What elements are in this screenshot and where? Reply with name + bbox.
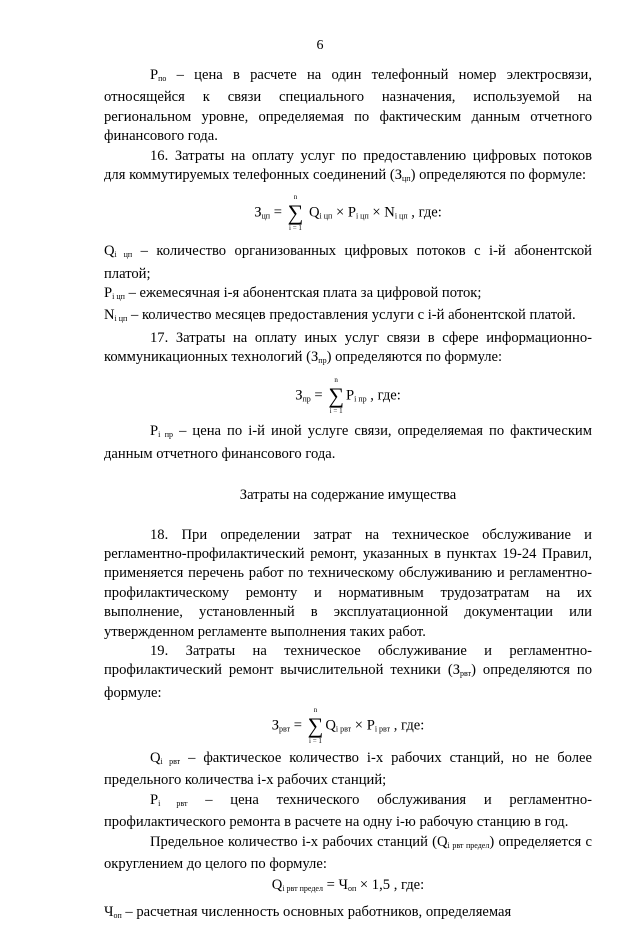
definition-p-po bbox=[104, 66, 592, 147]
subscript: i пр bbox=[158, 430, 174, 440]
subscript: пр bbox=[302, 393, 311, 403]
symbol: З bbox=[394, 167, 402, 184]
page-number: 6 bbox=[316, 38, 324, 53]
definition-text: – количество месяцев предоставления услуги с i-й абонентской платой. bbox=[127, 307, 576, 324]
definition-text: – расчетная численность основных работников, определяемая bbox=[121, 903, 512, 920]
equals: = bbox=[290, 717, 306, 734]
symbol: P bbox=[150, 67, 159, 83]
symbol: З bbox=[452, 662, 460, 679]
definition-p-cp bbox=[104, 284, 592, 306]
equals: = bbox=[322, 877, 339, 894]
subscript: пр bbox=[318, 356, 327, 366]
definition-text: – фактическое количество i-х рабочих станций, но не более предельного количества i-х рабочих станций; bbox=[104, 750, 593, 789]
limit-paragraph bbox=[104, 833, 592, 875]
formula-16 bbox=[104, 193, 592, 233]
sum-upper: n bbox=[293, 193, 298, 202]
subscript: i пр bbox=[354, 393, 367, 403]
item-text: 17. Затраты на оплату иных услуг связи в сфере информационно-коммуникационных технологий ( bbox=[104, 329, 592, 366]
subscript: i цп bbox=[114, 314, 128, 324]
subscript: рвт bbox=[279, 724, 291, 734]
times: × bbox=[368, 204, 385, 221]
item-text: ) определяется с округлением до целого по формуле: bbox=[104, 833, 592, 873]
subscript: i рвт предел bbox=[282, 884, 323, 894]
subscript: i цп bbox=[114, 250, 133, 260]
item-text: 19. Затраты на техническое обслуживание и регламентно-профилактический ремонт вычислительной техники ( bbox=[104, 643, 592, 679]
item-18: 18. При определении затрат на техническое обслуживание и регламентно-профилактический ремонт, указанных в пунктах 19-24 Правил, применяется перечень работ по техническому обслуживанию и регламентно-профилактическому ремонту и нормативным трудозатратам на их выполнение, установленный в эксплуатационной документации или утвержденном регламенте выполнения таких работ. bbox=[104, 526, 592, 640]
symbol: N bbox=[104, 307, 115, 324]
formula-tail: , где: bbox=[390, 717, 425, 734]
item-17 bbox=[104, 329, 592, 371]
subscript: i рвт bbox=[335, 724, 352, 734]
definition-p-pr bbox=[104, 422, 592, 464]
symbol: Q bbox=[436, 833, 448, 850]
subscript: i рвт bbox=[374, 724, 391, 734]
sum-lower: i = 1 bbox=[289, 224, 302, 233]
subscript: рвт bbox=[460, 669, 472, 679]
times: × bbox=[351, 717, 367, 734]
subscript: i рвт предел bbox=[447, 840, 490, 850]
symbol: Q bbox=[104, 243, 115, 260]
symbol: P bbox=[104, 285, 113, 301]
sum-upper: n bbox=[334, 375, 338, 384]
definition-text: – цена в расчете на один телефонный номер электросвязи, относящейся к связи специального назначения, используемой на региональном уровне, определяемая по фактическим данным отчетного финансового года. bbox=[104, 67, 592, 145]
equals: = bbox=[270, 204, 286, 221]
definition-n-cp bbox=[104, 306, 592, 328]
definition-text: – ежемесячная i-я абонентская плата за цифровой поток; bbox=[124, 285, 482, 301]
subscript: i цп bbox=[394, 211, 408, 221]
item-16 bbox=[104, 147, 592, 189]
formula-tail: , где: bbox=[390, 877, 425, 894]
subscript: цп bbox=[402, 174, 411, 184]
symbol: P bbox=[150, 423, 159, 440]
sum-sign: ∑ n i = 1 bbox=[307, 706, 324, 746]
symbol: Ч bbox=[104, 903, 114, 920]
symbol: P bbox=[150, 791, 159, 808]
subscript: i цп bbox=[112, 292, 125, 301]
subscript: по bbox=[158, 74, 167, 83]
subscript: i рвт bbox=[160, 757, 181, 766]
sum-sign: ∑ n i = 1 bbox=[328, 375, 344, 415]
section-heading: Затраты на содержание имущества bbox=[239, 487, 457, 504]
definition-text: – цена по i-й иной услуге связи, определяемая по фактическим данным отчетного финансового года. bbox=[104, 423, 592, 462]
formula-17 bbox=[104, 375, 592, 415]
subscript: i цп bbox=[319, 211, 333, 221]
item-text: ) определяются по формуле: bbox=[410, 167, 587, 184]
formula-tail: , где: bbox=[407, 204, 442, 221]
term-p: P bbox=[347, 204, 356, 221]
symbol: З bbox=[310, 349, 319, 366]
definition-ch-op bbox=[104, 903, 592, 925]
item-text: ) определяются по формуле: bbox=[104, 662, 593, 701]
sum-sign: ∑ n i = 1 bbox=[287, 193, 304, 233]
formula-19 bbox=[104, 706, 592, 746]
equals: = bbox=[310, 386, 327, 403]
term-p: P bbox=[366, 717, 375, 734]
definition-text: – количество организованных цифровых потоков с i-й абонентской платой; bbox=[104, 243, 592, 282]
sum-upper: n bbox=[313, 706, 318, 715]
subscript: оп bbox=[347, 884, 357, 894]
formula-limit bbox=[104, 876, 592, 898]
subscript: оп bbox=[113, 910, 122, 920]
formula-lhs: З bbox=[271, 717, 280, 734]
formula-lhs: З bbox=[254, 204, 262, 221]
subscript: i цп bbox=[355, 211, 369, 221]
term-n: N bbox=[384, 204, 395, 221]
sum-lower: i = 1 bbox=[329, 406, 343, 415]
term-q: Q bbox=[308, 204, 320, 221]
times: × bbox=[356, 877, 372, 894]
sum-lower: i = 1 bbox=[309, 737, 322, 746]
term-ch: Ч bbox=[338, 877, 348, 894]
formula-lhs: З bbox=[295, 386, 303, 403]
item-19 bbox=[104, 642, 592, 703]
symbol: Q bbox=[150, 750, 161, 766]
times: × bbox=[332, 204, 348, 221]
document-body bbox=[104, 66, 592, 925]
subscript: i рвт bbox=[158, 798, 188, 808]
term-p: P bbox=[346, 386, 355, 403]
subscript: цп bbox=[261, 211, 271, 221]
definition-q-rvt bbox=[104, 749, 592, 791]
definition-text: – цена технического обслуживания и регламентно-профилактического ремонта в расчете на одну i-ю рабочую станцию в год. bbox=[104, 791, 593, 831]
term-q: Q bbox=[325, 717, 336, 734]
item-text: 16. Затраты на оплату услуг по предоставлению цифровых потоков для коммутируемых телефонных соединений ( bbox=[104, 147, 592, 184]
formula-lhs: Q bbox=[271, 877, 283, 894]
item-text: ) определяются по формуле: bbox=[326, 349, 503, 366]
definition-p-rvt bbox=[104, 791, 592, 833]
formula-tail: , где: bbox=[366, 386, 401, 403]
definition-q-cp bbox=[104, 242, 592, 284]
coefficient: 1,5 bbox=[371, 877, 391, 894]
item-text: Предельное количество i-х рабочих станций ( bbox=[150, 833, 437, 850]
